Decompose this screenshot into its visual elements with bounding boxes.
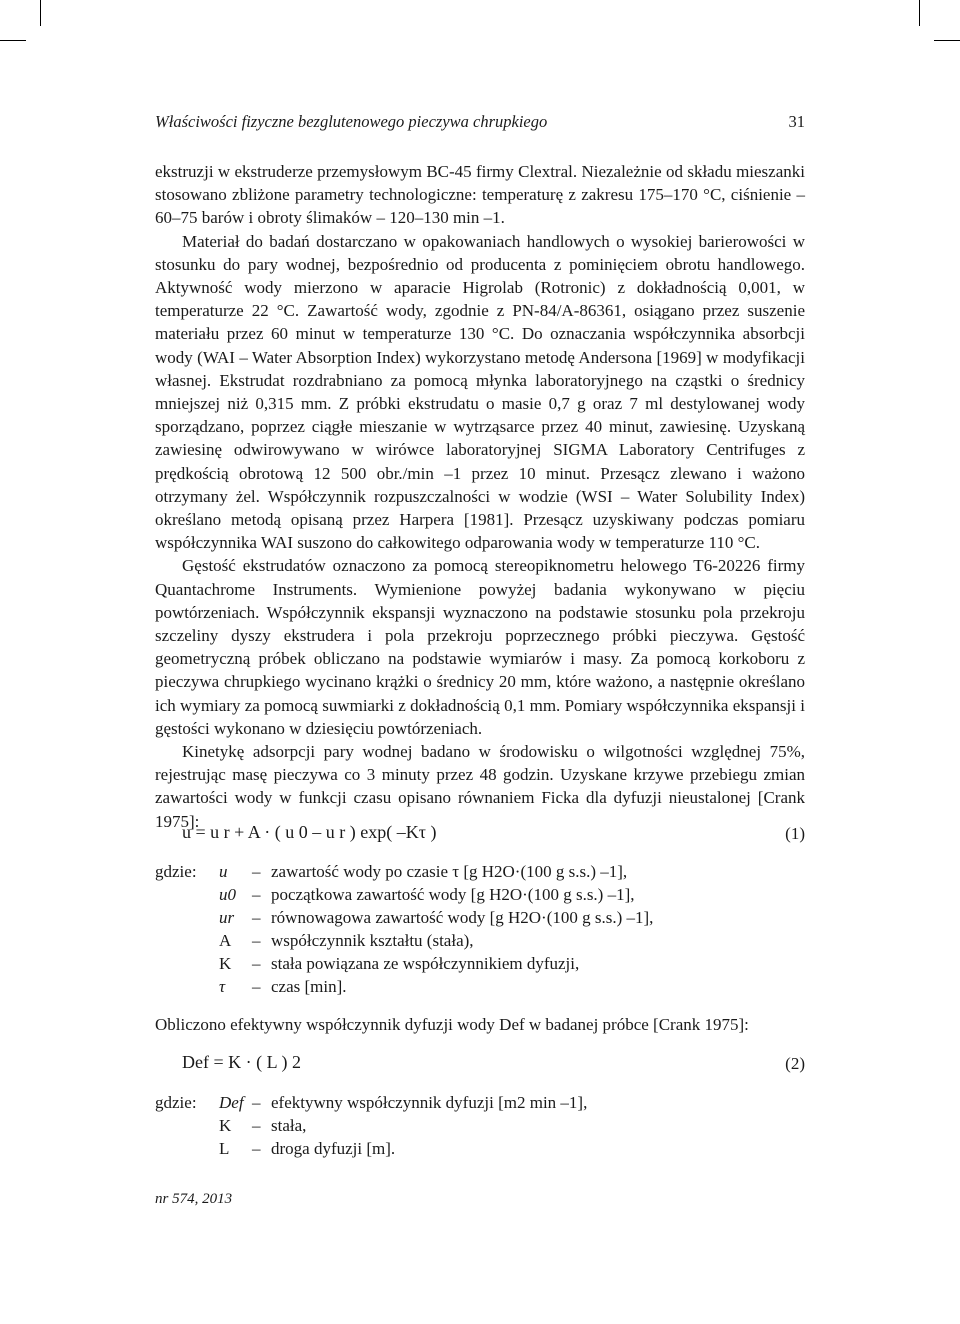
definition-symbol: K bbox=[219, 954, 232, 973]
paragraph: ekstruzji w ekstruderze przemysłowym BC-45 firmy Clextral. Niezależnie od składu mieszanki stosowano zbliżone parametry technologiczne: temperaturę z zakresu 175–170 °C, ciśnienie – 60–75 barów i obroty ślimaków – 120–130 min –1. bbox=[155, 162, 805, 228]
definition-dash: – bbox=[252, 954, 261, 973]
paragraph: Gęstość ekstrudatów oznaczono za pomocą stereopiknometru helowego T6-20226 firmy Quantachrome Instruments. Wymienione powyżej badania wykonywano w pięciu powtórzeniach. Współczynnik ekspansji wyznaczono na podstawie stosunku pola przekroju szczeliny dyszy ekstrudera i pola przekroju poprzecznego próbki pieczywa. Gęstość geometryczną próbek obliczano na podstawie wymiarów i masy. Za pomocą korkoboru z pieczywa chrupkiego wycinano krążki o średnicy 20 mm, które ważono, a następnie określano ich wymiary za pomocą suwmiarki z dokładnością 0,1 mm. Pomiary współczynnika ekspansji i gęstości wykonano w dziesięciu powtórzeniach. bbox=[155, 556, 805, 738]
crop-mark bbox=[40, 0, 41, 26]
definition-symbol: τ bbox=[219, 977, 226, 996]
definition-row bbox=[155, 862, 805, 885]
footer: nr 574, 2013 bbox=[155, 1191, 233, 1207]
crop-mark bbox=[0, 40, 26, 41]
crop-mark bbox=[934, 40, 960, 41]
definition-dash: – bbox=[252, 977, 261, 996]
definition-row bbox=[155, 1116, 805, 1139]
equation-1 bbox=[155, 822, 805, 848]
definition-description: stała, bbox=[271, 1116, 307, 1135]
definition-row bbox=[155, 931, 805, 954]
definition-dash: – bbox=[252, 931, 261, 950]
paragraph: Kinetykę adsorpcji pary wodnej badano w środowisku o wilgotności względnej 75%, rejestrując masę pieczywa co 3 minuty przez 48 godzin. Uzyskane krzywe przebiegu zmian zawartości wody w funkcji czasu opisano równaniem Ficka dla dyfuzji nieustalonej [Crank 1975]: bbox=[155, 742, 805, 831]
definitions-2 bbox=[155, 1093, 805, 1162]
definition-description: początkowa zawartość wody [g H2O·(100 g s.s.) –1], bbox=[271, 885, 635, 904]
definition-symbol: K bbox=[219, 1116, 232, 1135]
crop-mark bbox=[919, 0, 920, 26]
definition-dash: – bbox=[252, 885, 261, 904]
equation-2 bbox=[155, 1052, 805, 1078]
equation-2-number: (2) bbox=[785, 1054, 805, 1073]
definition-dash: – bbox=[252, 1116, 261, 1135]
definition-description: droga dyfuzji [m]. bbox=[271, 1139, 396, 1158]
definition-label: gdzie: bbox=[155, 1093, 197, 1112]
definition-symbol: u0 bbox=[219, 885, 236, 904]
definition-row bbox=[155, 954, 805, 977]
definition-row bbox=[155, 977, 805, 1000]
running-head bbox=[155, 112, 805, 138]
definitions-1 bbox=[155, 862, 805, 1000]
definition-description: współczynnik kształtu (stała), bbox=[271, 931, 474, 950]
definition-dash: – bbox=[252, 908, 261, 927]
definition-description: czas [min]. bbox=[271, 977, 347, 996]
equation-2-expression: Def = K · ( L ) 2 bbox=[182, 1052, 301, 1072]
definition-description: stała powiązana ze współczynnikiem dyfuzji, bbox=[271, 954, 580, 973]
page-number: 31 bbox=[788, 112, 805, 131]
definition-description: efektywny współczynnik dyfuzji [m2 min –1], bbox=[271, 1093, 588, 1112]
definition-symbol: Def bbox=[219, 1093, 244, 1112]
definition-label: gdzie: bbox=[155, 862, 197, 881]
definition-dash: – bbox=[252, 1139, 261, 1158]
paragraph: Obliczono efektywny współczynnik dyfuzji wody Def w badanej próbce [Crank 1975]: bbox=[155, 1015, 749, 1034]
equation-1-number: (1) bbox=[785, 824, 805, 843]
definition-row bbox=[155, 1093, 805, 1116]
running-title: Właściwości fizyczne bezglutenowego pieczywa chrupkiego bbox=[155, 112, 548, 131]
definition-row bbox=[155, 908, 805, 931]
definition-row bbox=[155, 885, 805, 908]
definition-row bbox=[155, 1139, 805, 1162]
definition-symbol: ur bbox=[219, 908, 235, 927]
definition-symbol: A bbox=[219, 931, 232, 950]
definition-description: zawartość wody po czasie τ [g H2O·(100 g s.s.) –1], bbox=[271, 862, 628, 881]
definition-dash: – bbox=[252, 862, 261, 881]
definition-symbol: L bbox=[219, 1139, 230, 1158]
paragraph: Materiał do badań dostarczano w opakowaniach handlowych o wysokiej barierowości w stosunku do pary wodnej, bezpośrednio od producenta z pominięciem obrotu handlowego. Aktywność wody mierzono w aparacie Higrolab (Rotronic) z dokładnością 0,001, w temperaturze 22 °C. Zawartość wody, zgodnie z PN-84/A-86361, osiągano przez suszenie materiału przez 60 minut w temperaturze 130 °C. Do oznaczania współczynnika absorbcji wody (WAI – Water Absorption Index) wykorzystano metodę Andersona [1969] w modyfikacji własnej. Ekstrudat rozdrabniano za pomocą młynka laboratoryjnego na cząstki o średnicy mniejszej niż 0,315 mm. Z próbki ekstrudatu o masie 0,7 g oraz 7 ml destylowanej wody sporządzano, poprzez ciągłe mieszanie w wytrząsarce przez 40 minut, zawiesinę. Uzyskaną zawiesinę odwirowywano w wirówce laboratoryjnej SIGMA Laboratory Centrifuges z prędkością obrotową 12 500 obr./min –1 przez 10 minut. Przesącz zlewano i ważono otrzymany żel. Współczynnik rozpuszczalności w wodzie (WSI – Water Solubility Index) określano metodą opisaną przez Harpera [1981]. Przesącz uzyskiwany podczas pomiaru współczynnika WAI suszono do całkowitego odparowania wody w temperaturze 110 °C. bbox=[155, 231, 805, 553]
definition-dash: – bbox=[252, 1093, 261, 1112]
definition-description: równowagowa zawartość wody [g H2O·(100 g s.s.) –1], bbox=[271, 908, 654, 927]
definition-symbol: u bbox=[219, 862, 228, 881]
body-text bbox=[155, 160, 805, 833]
equation-1-expression: u = u r + A · ( u 0 – u r ) exp( –Kτ ) bbox=[182, 822, 437, 842]
